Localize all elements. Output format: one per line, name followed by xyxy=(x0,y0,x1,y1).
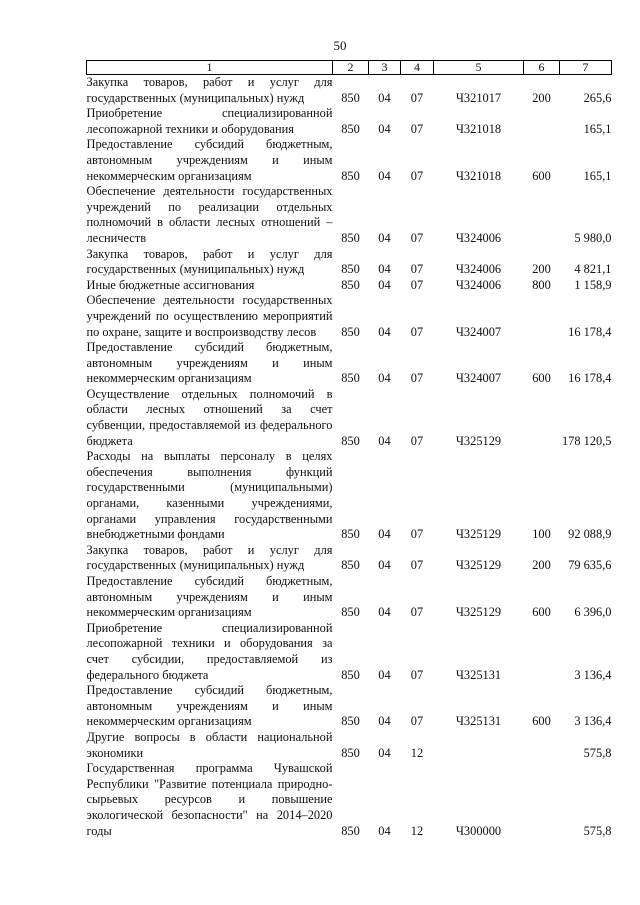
row-section-code: 04 xyxy=(378,230,391,245)
row-subsection-code: 07 xyxy=(410,324,424,339)
row-section-code: 04 xyxy=(378,605,391,620)
row-name: Расходы на выплаты персоналу в целях обеспечения выполнения функций государственными (муниципальными) органами, казенными учреждениями, органами управления государственными внебюджетными фондами xyxy=(86,449,333,542)
row-admin-code: 850 xyxy=(341,168,360,183)
row-amount: 6 396,0 xyxy=(574,605,612,620)
table-row xyxy=(87,449,612,543)
row-amount: 165,1 xyxy=(583,168,612,183)
table-row xyxy=(87,574,612,621)
table-row xyxy=(87,137,612,184)
row-admin-code: 850 xyxy=(341,667,360,682)
row-subsection-code: 07 xyxy=(410,433,424,448)
row-target-article: Ч300000 xyxy=(455,823,502,838)
row-name: Предоставление субсидий бюджетным, автономным учреждениям и иным некоммерческим организациям xyxy=(86,340,333,386)
row-amount: 3 136,4 xyxy=(574,667,612,682)
row-section-code: 04 xyxy=(378,90,391,105)
table-row xyxy=(87,75,612,107)
row-expense-type: 200 xyxy=(532,262,551,277)
row-expense-type xyxy=(524,106,560,137)
row-target-article: Ч321018 xyxy=(455,168,502,183)
table-row xyxy=(87,683,612,730)
row-target-article: Ч321017 xyxy=(455,90,502,105)
table-header-row xyxy=(87,61,612,75)
row-target-article: Ч325129 xyxy=(455,527,502,542)
row-expense-type: 600 xyxy=(532,168,551,183)
row-subsection-code: 07 xyxy=(410,714,424,729)
row-amount: 178 120,5 xyxy=(561,433,612,448)
row-section-code: 04 xyxy=(378,121,391,136)
row-expense-type xyxy=(524,730,560,761)
table-row xyxy=(87,621,612,683)
row-amount: 92 088,9 xyxy=(568,527,612,542)
row-name: Обеспечение деятельности государственных учреждений по реализации отдельных полномочий в области лесных отношений – лесничеств xyxy=(86,184,333,245)
row-name: Другие вопросы в области национальной экономики xyxy=(86,729,333,760)
row-amount: 16 178,4 xyxy=(568,371,612,386)
row-expense-type: 600 xyxy=(532,714,551,729)
row-expense-type: 600 xyxy=(532,605,551,620)
row-amount: 79 635,6 xyxy=(568,558,612,573)
row-section-code: 04 xyxy=(378,667,391,682)
row-admin-code: 850 xyxy=(341,605,360,620)
row-section-code: 04 xyxy=(378,527,391,542)
row-expense-type xyxy=(524,184,560,246)
row-expense-type xyxy=(524,293,560,340)
row-subsection-code: 07 xyxy=(410,168,424,183)
row-name: Предоставление субсидий бюджетным, автономным учреждениям и иным некоммерческим организациям xyxy=(86,574,333,620)
row-expense-type: 200 xyxy=(532,90,551,105)
row-section-code: 04 xyxy=(378,277,391,292)
row-target-article: Ч324006 xyxy=(455,277,502,292)
row-admin-code: 850 xyxy=(341,745,360,760)
row-expense-type: 600 xyxy=(532,371,551,386)
row-section-code: 04 xyxy=(378,558,391,573)
table-row xyxy=(87,543,612,574)
row-section-code: 04 xyxy=(378,371,391,386)
table-row xyxy=(87,340,612,387)
row-target-article: Ч324006 xyxy=(455,262,502,277)
row-section-code: 04 xyxy=(378,714,391,729)
row-subsection-code: 07 xyxy=(410,667,424,682)
row-subsection-code: 07 xyxy=(410,605,424,620)
row-section-code: 04 xyxy=(378,823,391,838)
row-section-code: 04 xyxy=(378,262,391,277)
header-cell-target-article: 5 xyxy=(434,61,524,75)
header-cell-subsection: 4 xyxy=(401,61,434,75)
table-body xyxy=(87,75,612,840)
row-section-code: 04 xyxy=(378,324,391,339)
row-target-article: Ч325129 xyxy=(455,605,502,620)
row-admin-code: 850 xyxy=(341,324,360,339)
row-name: Иные бюджетные ассигнования xyxy=(86,277,255,292)
table-row xyxy=(87,278,612,294)
row-admin-code: 850 xyxy=(341,558,360,573)
row-amount: 265,6 xyxy=(583,90,612,105)
row-amount: 3 136,4 xyxy=(574,714,612,729)
row-section-code: 04 xyxy=(378,168,391,183)
row-expense-type xyxy=(524,761,560,839)
row-name: Предоставление субсидий бюджетным, автономным учреждениям и иным некоммерческим организациям xyxy=(86,137,333,183)
row-name: Предоставление субсидий бюджетным, автономным учреждениям и иным некоммерческим организациям xyxy=(86,683,333,729)
row-expense-type: 200 xyxy=(532,558,551,573)
table-row xyxy=(87,730,612,761)
row-admin-code: 850 xyxy=(341,277,360,292)
row-name: Приобретение специализированной лесопожарной техники и оборудования за счет субсидии, предоставляемой из федерального бюджета xyxy=(86,620,333,682)
row-amount: 5 980,0 xyxy=(574,230,612,245)
header-cell-section: 3 xyxy=(369,61,401,75)
row-subsection-code: 07 xyxy=(410,371,424,386)
row-name: Осуществление отдельных полномочий в области лесных отношений за счет субвенции, предоставляемой из федерального бюджета xyxy=(86,386,333,448)
row-subsection-code: 12 xyxy=(410,745,424,760)
row-amount: 16 178,4 xyxy=(568,324,612,339)
header-cell-expense-type: 6 xyxy=(524,61,560,75)
row-target-article: Ч325129 xyxy=(455,558,502,573)
row-expense-type: 800 xyxy=(532,277,551,292)
row-admin-code: 850 xyxy=(341,230,360,245)
page-number: 50 xyxy=(333,38,347,53)
row-subsection-code: 07 xyxy=(410,121,424,136)
row-target-article: Ч324007 xyxy=(455,324,502,339)
row-subsection-code: 07 xyxy=(410,90,424,105)
table-row xyxy=(87,761,612,839)
row-admin-code: 850 xyxy=(341,90,360,105)
row-expense-type xyxy=(524,387,560,449)
header-cell-admin: 2 xyxy=(333,61,369,75)
row-amount: 575,8 xyxy=(583,745,612,760)
row-target-article: Ч321018 xyxy=(455,121,502,136)
row-section-code: 04 xyxy=(378,433,391,448)
row-subsection-code: 07 xyxy=(410,527,424,542)
row-target-article: Ч324007 xyxy=(455,371,502,386)
row-amount: 165,1 xyxy=(583,121,612,136)
row-admin-code: 850 xyxy=(341,714,360,729)
row-amount: 1 158,9 xyxy=(574,277,612,292)
row-admin-code: 850 xyxy=(341,527,360,542)
row-target-article: Ч325129 xyxy=(455,433,502,448)
row-expense-type xyxy=(524,621,560,683)
row-name: Обеспечение деятельности государственных учреждений по осуществлению мероприятий по охране, защите и воспроизводству лесов xyxy=(86,293,333,339)
row-section-code: 04 xyxy=(378,745,391,760)
row-name: Приобретение специализированной лесопожарной техники и оборудования xyxy=(86,106,333,136)
row-expense-type: 100 xyxy=(532,527,551,542)
row-subsection-code: 07 xyxy=(410,558,424,573)
row-name: Закупка товаров, работ и услуг для государственных (муниципальных) нужд xyxy=(86,246,333,277)
table-row xyxy=(87,387,612,449)
table-row xyxy=(87,247,612,278)
row-admin-code: 850 xyxy=(341,262,360,277)
row-name: Государственная программа Чувашской Республики "Развитие потенциала природно-сырьевых ресурсов и повышение экологической безопасности" на 2014–2020 годы xyxy=(86,761,333,838)
row-name: Закупка товаров, работ и услуг для государственных (муниципальных) нужд xyxy=(86,75,333,105)
row-amount: 4 821,1 xyxy=(574,262,612,277)
row-admin-code: 850 xyxy=(341,121,360,136)
row-target-article: Ч325131 xyxy=(455,667,502,682)
row-target-article: Ч324006 xyxy=(455,230,502,245)
row-subsection-code: 07 xyxy=(410,262,424,277)
row-subsection-code: 07 xyxy=(410,230,424,245)
table-row xyxy=(87,293,612,340)
row-admin-code: 850 xyxy=(341,371,360,386)
row-amount: 575,8 xyxy=(583,823,612,838)
row-target-article: Ч325131 xyxy=(455,714,502,729)
row-target-article xyxy=(434,730,524,761)
row-subsection-code: 07 xyxy=(410,277,424,292)
row-subsection-code: 12 xyxy=(410,823,424,838)
row-admin-code: 850 xyxy=(341,433,360,448)
table-row xyxy=(87,106,612,137)
table-row xyxy=(87,184,612,246)
row-name: Закупка товаров, работ и услуг для государственных (муниципальных) нужд xyxy=(86,542,333,573)
budget-table xyxy=(86,60,612,839)
row-admin-code: 850 xyxy=(341,823,360,838)
header-cell-name: 1 xyxy=(87,61,333,75)
header-cell-amount: 7 xyxy=(560,61,612,75)
